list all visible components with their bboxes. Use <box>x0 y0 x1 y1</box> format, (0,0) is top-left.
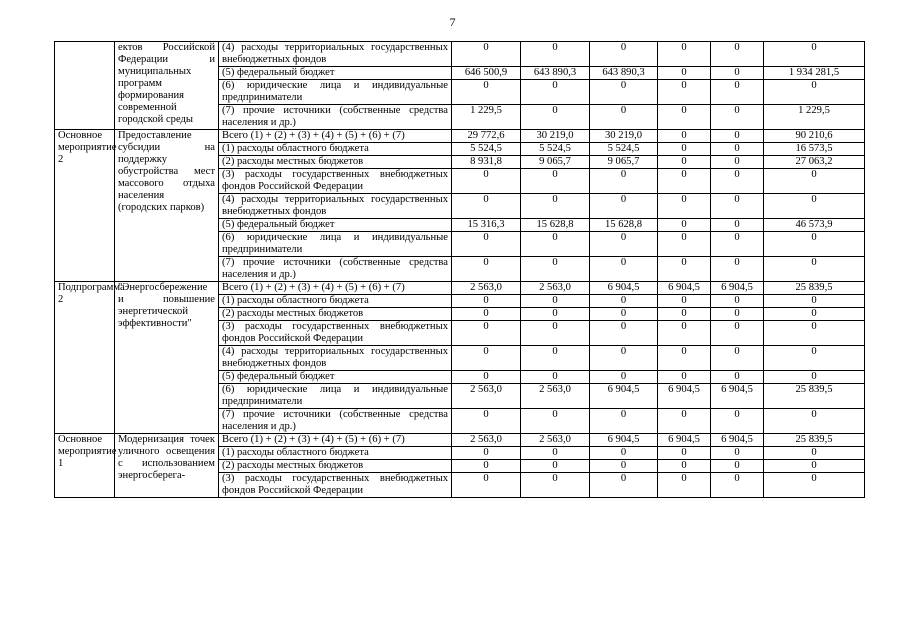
amount-cell: 0 <box>521 321 590 346</box>
amount-cell: 0 <box>764 308 865 321</box>
amount-cell: 0 <box>658 257 711 282</box>
amount-cell: 27 063,2 <box>764 156 865 169</box>
amount-cell: 15 628,8 <box>521 219 590 232</box>
amount-cell: 0 <box>658 194 711 219</box>
amount-cell: 2 563,0 <box>452 384 521 409</box>
funding-source-label: (5) федеральный бюджет <box>219 67 452 80</box>
program-code-cell <box>55 42 115 130</box>
amount-cell: 0 <box>521 42 590 67</box>
amount-cell: 0 <box>658 219 711 232</box>
amount-cell: 0 <box>452 42 521 67</box>
amount-cell: 0 <box>452 257 521 282</box>
page-number: 7 <box>449 15 456 29</box>
amount-cell: 6 904,5 <box>590 282 658 295</box>
amount-cell: 0 <box>452 409 521 434</box>
funding-source-label: (6) юридические лица и индивидуальные предприниматели <box>219 384 452 409</box>
funding-source-label: (1) расходы областного бюджета <box>219 295 452 308</box>
amount-cell: 6 904,5 <box>711 434 764 447</box>
amount-cell: 15 316,3 <box>452 219 521 232</box>
amount-cell: 0 <box>658 447 711 460</box>
program-name-cell: Модернизация точек уличного освещения с использованием энергосберега- <box>115 434 219 498</box>
funding-source-label: (1) расходы областного бюджета <box>219 447 452 460</box>
amount-cell: 1 934 281,5 <box>764 67 865 80</box>
amount-cell: 0 <box>452 473 521 498</box>
amount-cell: 0 <box>764 194 865 219</box>
amount-cell: 0 <box>590 105 658 130</box>
amount-cell: 0 <box>764 447 865 460</box>
amount-cell: 0 <box>590 295 658 308</box>
amount-cell: 6 904,5 <box>711 384 764 409</box>
amount-cell: 0 <box>658 105 711 130</box>
amount-cell: 0 <box>711 409 764 434</box>
amount-cell: 0 <box>711 346 764 371</box>
amount-cell: 0 <box>521 460 590 473</box>
amount-cell: 0 <box>711 257 764 282</box>
amount-cell: 0 <box>521 257 590 282</box>
amount-cell: 0 <box>658 67 711 80</box>
amount-cell: 0 <box>658 295 711 308</box>
amount-cell: 0 <box>764 42 865 67</box>
funding-source-label: (3) расходы государственных внебюджетных фондов Российской Федерации <box>219 321 452 346</box>
amount-cell: 646 500,9 <box>452 67 521 80</box>
program-name-cell: ектов Российской Федерации и муниципальных программ формирования современной городской среды <box>115 42 219 130</box>
amount-cell: 0 <box>711 130 764 143</box>
amount-cell: 0 <box>452 447 521 460</box>
amount-cell: 2 563,0 <box>521 384 590 409</box>
funding-source-label: (7) прочие источники (собственные средства населения и др.) <box>219 257 452 282</box>
amount-cell: 0 <box>658 232 711 257</box>
amount-cell: 0 <box>521 232 590 257</box>
amount-cell: 6 904,5 <box>658 282 711 295</box>
amount-cell: 0 <box>521 371 590 384</box>
amount-cell: 0 <box>658 42 711 67</box>
amount-cell: 0 <box>711 169 764 194</box>
amount-cell: 0 <box>521 473 590 498</box>
program-code-cell: Основное мероприятие 2 <box>55 130 115 282</box>
amount-cell: 2 563,0 <box>521 434 590 447</box>
amount-cell: 0 <box>521 295 590 308</box>
funding-source-label: (2) расходы местных бюджетов <box>219 156 452 169</box>
amount-cell: 0 <box>452 321 521 346</box>
amount-cell: 2 563,0 <box>521 282 590 295</box>
program-name-cell: Предоставление субсидии на поддержку обустройства мест массового отдыха населения (городских парков) <box>115 130 219 282</box>
funding-table <box>54 41 865 498</box>
amount-cell: 0 <box>711 232 764 257</box>
funding-source-label: (5) федеральный бюджет <box>219 371 452 384</box>
program-code-cell: Подпрограмма 2 <box>55 282 115 434</box>
amount-cell: 0 <box>711 460 764 473</box>
amount-cell: 0 <box>658 460 711 473</box>
amount-cell: 0 <box>711 371 764 384</box>
amount-cell: 0 <box>711 105 764 130</box>
amount-cell: 1 229,5 <box>764 105 865 130</box>
amount-cell: 5 524,5 <box>590 143 658 156</box>
amount-cell: 0 <box>764 295 865 308</box>
program-code-cell: Основное мероприятие 1 <box>55 434 115 498</box>
amount-cell: 0 <box>658 80 711 105</box>
table-row <box>55 130 865 143</box>
amount-cell: 5 524,5 <box>452 143 521 156</box>
funding-source-label: (2) расходы местных бюджетов <box>219 308 452 321</box>
amount-cell: 0 <box>711 80 764 105</box>
amount-cell: 90 210,6 <box>764 130 865 143</box>
funding-source-label: (6) юридические лица и индивидуальные предприниматели <box>219 232 452 257</box>
amount-cell: 25 839,5 <box>764 434 865 447</box>
amount-cell: 0 <box>658 308 711 321</box>
funding-source-label: (4) расходы территориальных государственных внебюджетных фондов <box>219 194 452 219</box>
amount-cell: 25 839,5 <box>764 384 865 409</box>
amount-cell: 0 <box>590 42 658 67</box>
amount-cell: 0 <box>452 371 521 384</box>
amount-cell: 0 <box>452 295 521 308</box>
amount-cell: 0 <box>711 219 764 232</box>
amount-cell: 0 <box>711 321 764 346</box>
funding-source-label: (4) расходы территориальных государственных внебюджетных фондов <box>219 42 452 67</box>
amount-cell: 30 219,0 <box>590 130 658 143</box>
amount-cell: 0 <box>452 232 521 257</box>
amount-cell: 30 219,0 <box>521 130 590 143</box>
amount-cell: 0 <box>590 460 658 473</box>
amount-cell: 0 <box>452 169 521 194</box>
amount-cell: 46 573,9 <box>764 219 865 232</box>
funding-source-label: Всего (1) + (2) + (3) + (4) + (5) + (6) + (7) <box>219 434 452 447</box>
amount-cell: 9 065,7 <box>590 156 658 169</box>
amount-cell: 0 <box>590 321 658 346</box>
amount-cell: 8 931,8 <box>452 156 521 169</box>
program-name-cell: "Энергосбережение и повышение энергетической эффективности" <box>115 282 219 434</box>
amount-cell: 1 229,5 <box>452 105 521 130</box>
amount-cell: 0 <box>711 42 764 67</box>
amount-cell: 0 <box>764 460 865 473</box>
amount-cell: 0 <box>658 321 711 346</box>
amount-cell: 6 904,5 <box>590 434 658 447</box>
amount-cell: 0 <box>590 447 658 460</box>
amount-cell: 25 839,5 <box>764 282 865 295</box>
funding-source-label: (5) федеральный бюджет <box>219 219 452 232</box>
amount-cell: 0 <box>521 105 590 130</box>
amount-cell: 0 <box>590 194 658 219</box>
amount-cell: 0 <box>658 130 711 143</box>
amount-cell: 0 <box>590 346 658 371</box>
amount-cell: 0 <box>711 447 764 460</box>
amount-cell: 0 <box>658 473 711 498</box>
amount-cell: 0 <box>452 80 521 105</box>
amount-cell: 2 563,0 <box>452 282 521 295</box>
amount-cell: 0 <box>764 409 865 434</box>
amount-cell: 0 <box>590 257 658 282</box>
amount-cell: 0 <box>711 194 764 219</box>
amount-cell: 0 <box>521 346 590 371</box>
amount-cell: 6 904,5 <box>658 434 711 447</box>
amount-cell: 0 <box>658 143 711 156</box>
amount-cell: 0 <box>711 295 764 308</box>
amount-cell: 0 <box>590 232 658 257</box>
funding-source-label: (2) расходы местных бюджетов <box>219 460 452 473</box>
amount-cell: 0 <box>521 308 590 321</box>
table-row <box>55 42 865 67</box>
amount-cell: 0 <box>521 169 590 194</box>
amount-cell: 0 <box>711 473 764 498</box>
amount-cell: 0 <box>521 409 590 434</box>
amount-cell: 0 <box>658 169 711 194</box>
amount-cell: 0 <box>452 308 521 321</box>
amount-cell: 0 <box>711 308 764 321</box>
amount-cell: 16 573,5 <box>764 143 865 156</box>
amount-cell: 0 <box>764 473 865 498</box>
amount-cell: 0 <box>711 143 764 156</box>
amount-cell: 643 890,3 <box>521 67 590 80</box>
amount-cell: 0 <box>764 346 865 371</box>
amount-cell: 0 <box>764 80 865 105</box>
amount-cell: 643 890,3 <box>590 67 658 80</box>
funding-source-label: (6) юридические лица и индивидуальные предприниматели <box>219 80 452 105</box>
amount-cell: 0 <box>452 346 521 371</box>
amount-cell: 0 <box>452 194 521 219</box>
funding-source-label: (7) прочие источники (собственные средства населения и др.) <box>219 105 452 130</box>
amount-cell: 0 <box>590 308 658 321</box>
funding-source-label: Всего (1) + (2) + (3) + (4) + (5) + (6) + (7) <box>219 130 452 143</box>
amount-cell: 0 <box>521 80 590 105</box>
amount-cell: 0 <box>590 409 658 434</box>
amount-cell: 9 065,7 <box>521 156 590 169</box>
funding-source-label: (4) расходы территориальных государственных внебюджетных фондов <box>219 346 452 371</box>
funding-source-label: (7) прочие источники (собственные средства населения и др.) <box>219 409 452 434</box>
funding-source-label: (3) расходы государственных внебюджетных фондов Российской Федерации <box>219 169 452 194</box>
funding-source-label: (3) расходы государственных внебюджетных фондов Российской Федерации <box>219 473 452 498</box>
amount-cell: 0 <box>521 194 590 219</box>
amount-cell: 0 <box>658 346 711 371</box>
amount-cell: 0 <box>764 169 865 194</box>
funding-source-label: Всего (1) + (2) + (3) + (4) + (5) + (6) + (7) <box>219 282 452 295</box>
amount-cell: 0 <box>711 156 764 169</box>
table-row <box>55 282 865 295</box>
amount-cell: 0 <box>590 473 658 498</box>
table-row <box>55 434 865 447</box>
amount-cell: 0 <box>764 321 865 346</box>
amount-cell: 6 904,5 <box>711 282 764 295</box>
amount-cell: 0 <box>452 460 521 473</box>
amount-cell: 6 904,5 <box>658 384 711 409</box>
amount-cell: 2 563,0 <box>452 434 521 447</box>
funding-source-label: (1) расходы областного бюджета <box>219 143 452 156</box>
amount-cell: 0 <box>764 257 865 282</box>
amount-cell: 0 <box>590 169 658 194</box>
amount-cell: 15 628,8 <box>590 219 658 232</box>
amount-cell: 0 <box>711 67 764 80</box>
amount-cell: 0 <box>764 371 865 384</box>
amount-cell: 6 904,5 <box>590 384 658 409</box>
amount-cell: 0 <box>521 447 590 460</box>
amount-cell: 29 772,6 <box>452 130 521 143</box>
amount-cell: 0 <box>658 409 711 434</box>
amount-cell: 0 <box>590 80 658 105</box>
amount-cell: 0 <box>590 371 658 384</box>
amount-cell: 0 <box>658 371 711 384</box>
amount-cell: 5 524,5 <box>521 143 590 156</box>
amount-cell: 0 <box>764 232 865 257</box>
amount-cell: 0 <box>658 156 711 169</box>
